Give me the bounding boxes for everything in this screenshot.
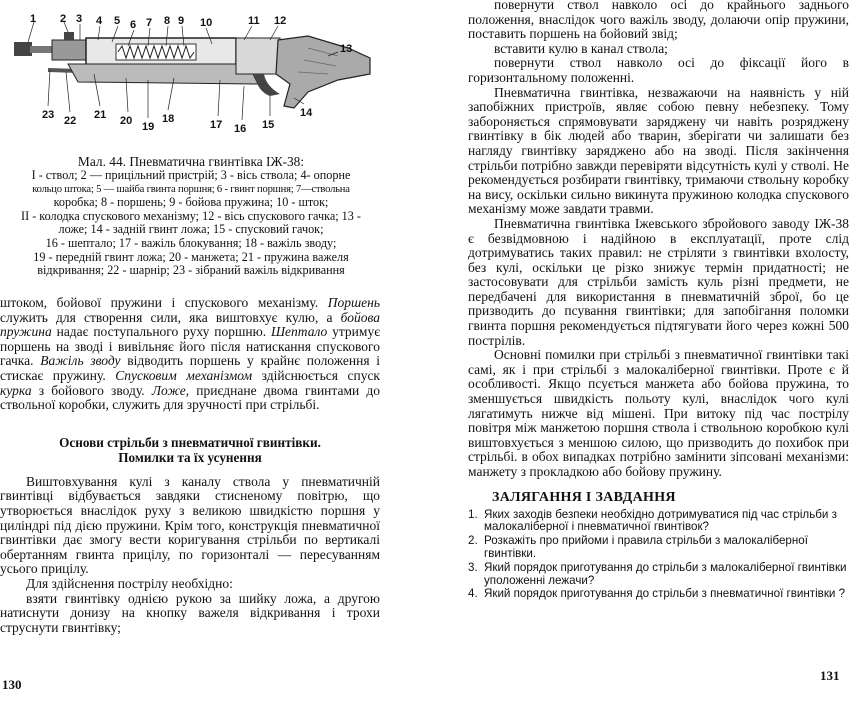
figure-number: 16: [234, 123, 247, 135]
figure-number: 17: [210, 119, 223, 131]
figure-number: 2: [60, 13, 67, 25]
question-text: Розкажіть про прийоми і правила стрільби з малокаліберної гвинтівки.: [484, 534, 808, 560]
question-item: [468, 588, 849, 601]
trigger-block: [236, 38, 280, 74]
term: Шептало: [270, 324, 328, 340]
figure-number: 18: [162, 113, 175, 125]
figure-number: 21: [94, 109, 107, 121]
question-item: [468, 509, 849, 535]
question-text: Яких заходів безпеки необхідно дотримуватися під час стрільби з малокаліберної і пневматичної гвинтівок?: [484, 507, 837, 534]
paragraph: повернути ствол навколо осі до фіксації його в горизонтальному положенні.: [468, 55, 849, 85]
spacer: [468, 480, 849, 490]
figure-number: 22: [64, 115, 77, 127]
question-number: 1.: [468, 507, 478, 521]
figure-number: 23: [42, 109, 55, 121]
text-run: утримує поршень на зводі і вивільняє його після натискання спускового гачка.: [0, 324, 380, 369]
figure-number: 10: [200, 17, 213, 29]
figure-number: 5: [114, 15, 121, 27]
page-number: 130: [2, 677, 22, 692]
question-text: Який порядок приготування до стрільби з пневматичної гвинтівки ?: [484, 587, 846, 601]
question-number: 2.: [468, 534, 478, 548]
text-run: служить для створення сили, яка виштовхує кулю, а: [0, 309, 341, 325]
question-text: Який порядок приготування до стрільби з малокаліберної гвинтівки уположенні лежачи?: [484, 560, 847, 587]
paragraph: повернути ствол навколо осі до крайнього заднього положення, внаслідок чого важіль зводу, долаючи опір пружини, поставить поршень на бойовий звід;: [468, 0, 849, 42]
figure-number: 4: [96, 15, 103, 27]
figure-number: 13: [340, 43, 353, 55]
paragraph: Виштовхування кулі з каналу ствола у пневматичній гвинтівці відбувається завдяки стисненому повітрю, що утворюється внаслідок руху з великою швидкістю поршня у циліндрі під дією пружини. Крім того, конструкція пневматичної гвинтівки дає змогу вести коригування стрільби по вертикалі обертанням гвинта прицілу, по горизонталі — пересуванням усього прицілу.: [0, 473, 380, 577]
text-run: надає поступального руху поршню.: [51, 324, 271, 340]
caption-line: 19 - передній гвинт ложа; 20 - манжета; 21 - пружина важеля відкривання; 22 - шарнір; 23 - зібраний важіль відкривання: [33, 249, 349, 278]
left-body: [0, 296, 380, 635]
section-title: Помилки та їх усунення: [118, 449, 262, 465]
text-run: відводить поршень у крайнє положення і стискає пружину.: [0, 353, 381, 383]
caption-line: 16 - шептало; 17 - важіль блокування; 18 - важіль зводу;: [45, 235, 337, 250]
question-item: [468, 562, 849, 588]
paragraph: Для здійснення пострілу необхідно:: [26, 575, 233, 591]
spacer: [0, 413, 380, 435]
figure-number: 1: [30, 13, 37, 25]
question-number: 4.: [468, 587, 478, 601]
figure-number: 9: [178, 15, 185, 27]
text-run: приєднане двома гвинтами до ствольної коробки, служить для зручності при стрільбі.: [0, 382, 381, 413]
page-number: 131: [820, 668, 840, 683]
sight: [64, 32, 74, 40]
paragraph: взяти гвинтівку однією рукою за шийку ложа, а другою натиснути донизу на кнопку важеля відкривання і трохи струснути гвинтівку;: [0, 590, 380, 635]
figure-number: 8: [164, 15, 171, 27]
figure-number: 20: [120, 115, 133, 127]
caption-line: І - ствол; 2 — прицільний пристрій; 3 - вісь ствола; 4- опорне: [31, 168, 351, 182]
barrel: [30, 46, 54, 53]
questions-title: ЗАЛЯГАННЯ І ЗАВДАННЯ: [492, 489, 676, 505]
muzzle: [14, 42, 32, 56]
trigger-guard: [254, 74, 280, 96]
caption-line: ІІ - колодка спускового механізму; 12 - вісь спускового гачка; 13 - ложе; 14 - задній гвинт ложа; 15 - спусковий гачок;: [21, 208, 361, 237]
paragraph: Основні помилки при стрільбі з пневматичної гвинтівки такі самі, як і при стрільбі з малокаліберної гвинтівки. Проте є й особливості. Якщо псується манжета або бойова пружина, то зменшується швидкість польоту кулі, внаслідок чого кулі лягатимуть нижче від мішені. При витоку під час пострілу повітря між манжетою поршня ствола і ствольною коробкою кулі виштовхується з меншою силою, що призводить до похибок при стрільбі. в обох випадках потрібно замінити зіпсовані механізми: манжету з прокладкою або бойову пружину.: [468, 347, 849, 479]
right-body: [468, 0, 849, 602]
figure-number: 6: [130, 19, 137, 31]
term: Ложе,: [151, 382, 190, 398]
barrel-block: [52, 40, 88, 60]
term: бойова пружина: [0, 309, 380, 340]
section-title: Основи стрільби з пневматичної гвинтівки.: [59, 434, 321, 450]
caption-line: коробка; 8 - поршень; 9 - бойова пружина; 10 - шток;: [53, 195, 329, 210]
figure-number: 11: [248, 15, 260, 27]
paragraph: вставити кулю в канал ствола;: [494, 40, 668, 56]
figure-number: 7: [146, 17, 153, 29]
term: Важіль зводу: [40, 353, 121, 369]
term: курка: [0, 382, 32, 398]
paragraph-parts: [0, 296, 380, 413]
figure-number: 12: [274, 15, 287, 27]
caption-title: Мал. 44. Пневматична гвинтівка ІЖ-38:: [77, 154, 305, 169]
text-run: штоком, бойової пружини і спускового механізму.: [0, 295, 328, 310]
figure-number: 15: [262, 119, 275, 131]
term: Поршень: [327, 295, 380, 310]
figure-number: 14: [300, 107, 313, 119]
question-number: 3.: [468, 560, 478, 574]
question-item: [468, 535, 849, 561]
term: Спусковим механізмом: [115, 367, 253, 383]
paragraph: Пневматична гвинтівка, незважаючи на наявність у ній запобіжних пристроїв, являє собою певну небезпеку. Тому забороняється спрямовувати заряджену чи навіть розряджену гвинтівку в бік людей або тварин, зберігати чи залишати без нагляду гвинтівку заряджено або на зводі. Після закінчення стрільби потрібно завжди перевіряти відсутність кулі у стволі. Не рекомендується розбирати гвинтівку, тримаючи ствольну коробку на вису, оскільки сильно викинута пружиною колодка спускового механізму може завдати травми.: [468, 84, 849, 217]
caption-line: кольцо штока; 5 — шайба гвинта поршня; 6 - гвинт поршня; 7—ствольна: [32, 183, 350, 195]
text-run: здійснюється спуск: [252, 367, 380, 383]
questions-list: [468, 509, 849, 602]
paragraph: Пневматична гвинтівка Іжевського збройового заводу ІЖ-38 є безвідмовною і надійною в експлуатації, проте слід дотримуватись таких правил: не стріляти з гвинтівки вхолосту, без кулі, оскільки це різко знижує термін придатності; не застосовувати для стрільби замість куль різні предмети, не передбачені для використання в пневматичній зброї, бо це призводить до псування гвинтівки; для запобігання поломки гвинта поршня рекомендується підтягувати його через кожні 500 пострілів.: [468, 215, 849, 348]
text-run: з бойового зводу.: [31, 382, 152, 398]
butt-stock: [276, 36, 370, 108]
rifle-diagram: [8, 8, 374, 148]
figure-number: 19: [142, 121, 155, 133]
rifle-drawing: [8, 8, 374, 148]
figure-number: 3: [76, 13, 83, 25]
stock-fore: [68, 64, 258, 84]
figure-caption: [6, 154, 376, 278]
